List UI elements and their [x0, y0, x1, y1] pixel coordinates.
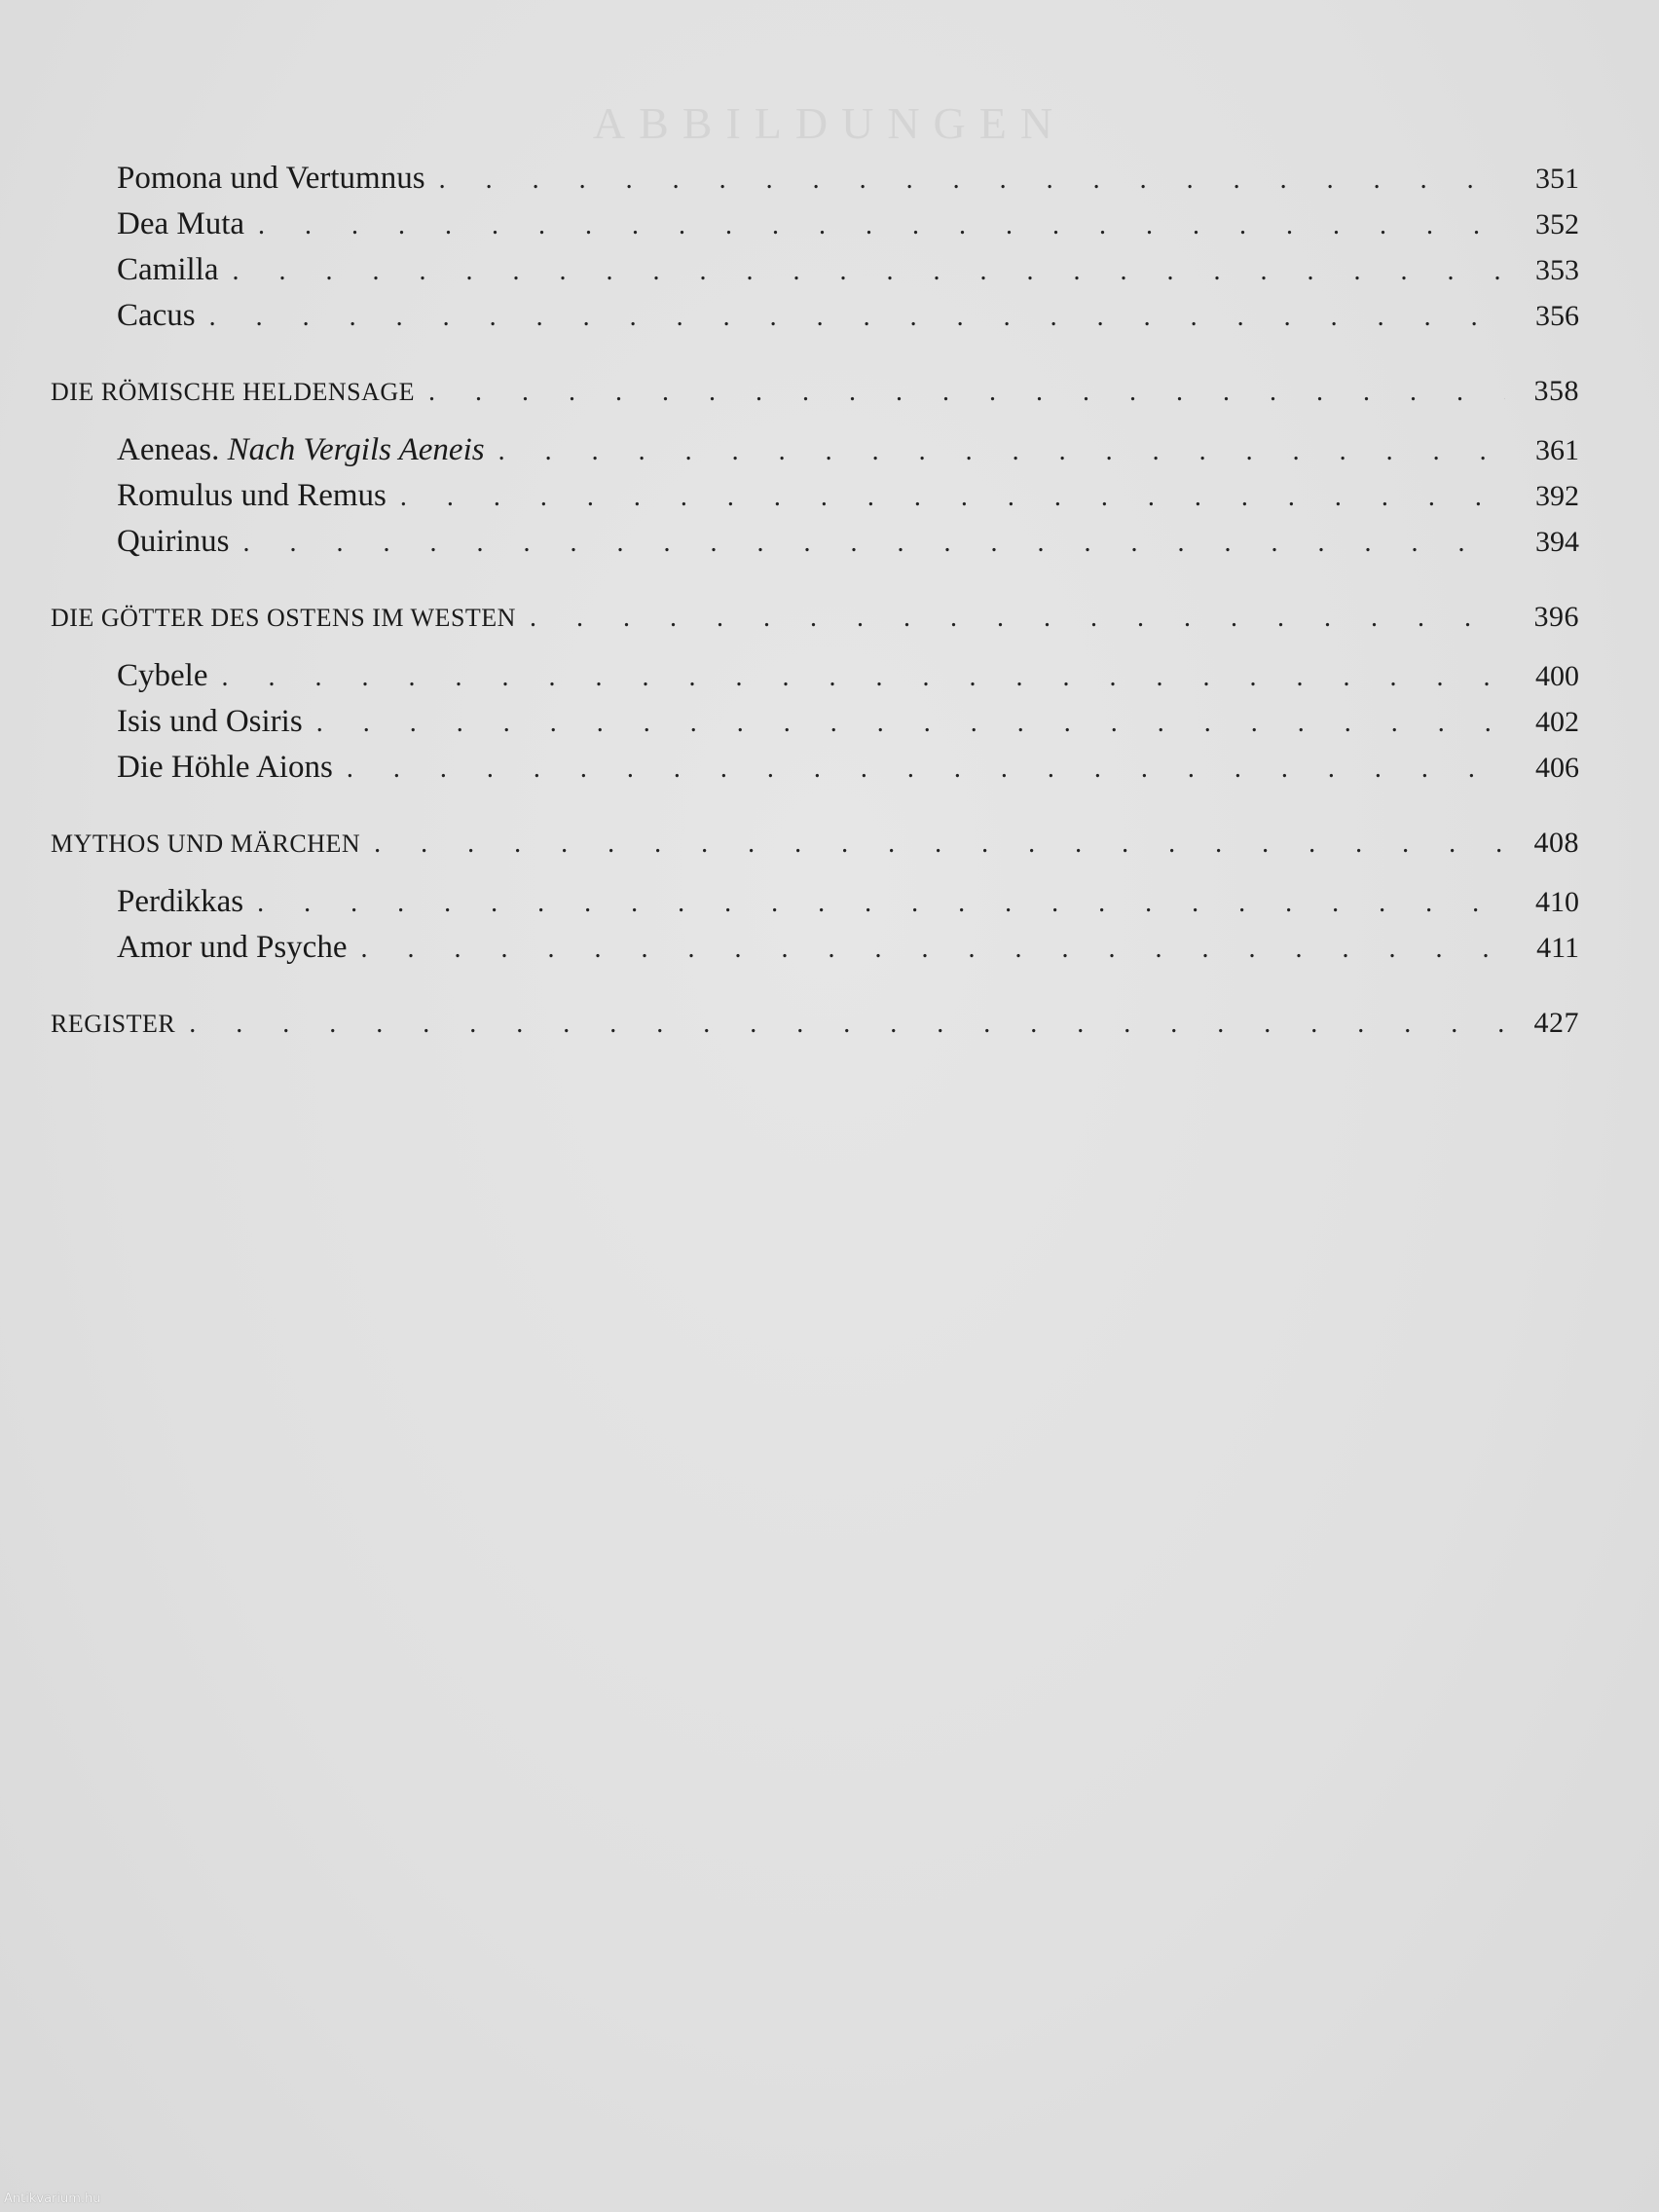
dot-leader — [257, 880, 1505, 926]
entry-page: 400 — [1535, 660, 1579, 692]
entry-title: Perdikkas — [117, 884, 244, 919]
entry-page: 356 — [1535, 300, 1579, 332]
entry-title: Romulus und Remus — [117, 478, 387, 513]
dot-leader — [258, 203, 1505, 248]
entry-page: 402 — [1535, 706, 1579, 738]
entry-page: 411 — [1536, 932, 1579, 964]
section-title: DIE GÖTTER DES OSTENS IM WESTEN — [51, 604, 516, 632]
toc-section-heading — [51, 368, 1579, 414]
entry-title: Quirinus — [117, 524, 230, 559]
dot-leader — [400, 474, 1505, 520]
dot-leader — [232, 248, 1505, 294]
section-page: 408 — [1533, 827, 1579, 859]
toc-entry — [51, 202, 1579, 247]
dot-leader — [347, 746, 1505, 792]
toc-section-heading — [51, 594, 1579, 640]
entry-page: 353 — [1535, 254, 1579, 286]
toc-entry — [51, 745, 1579, 791]
toc-entry — [51, 473, 1579, 519]
dot-leader — [189, 1001, 1505, 1047]
table-of-contents — [51, 156, 1579, 1046]
dot-leader — [209, 294, 1505, 340]
show-through-header: ABBILDUNGEN — [592, 98, 1067, 148]
toc-entry — [51, 699, 1579, 745]
section-title: MYTHOS UND MÄRCHEN — [51, 830, 361, 858]
dot-leader — [243, 520, 1506, 566]
section-title: DIE RÖMISCHE HELDENSAGE — [51, 378, 416, 406]
toc-section-heading — [51, 820, 1579, 866]
dot-leader — [374, 821, 1505, 866]
section-title: REGISTER — [51, 1010, 176, 1038]
entry-page: 410 — [1535, 886, 1579, 918]
toc-entry — [51, 247, 1579, 293]
entry-page: 352 — [1535, 208, 1579, 240]
entry-page: 351 — [1535, 163, 1579, 195]
entry-title-italic: Nach Vergils Aeneis — [227, 432, 485, 467]
section-page: 396 — [1533, 601, 1579, 633]
entry-page: 406 — [1535, 752, 1579, 784]
toc-entry — [51, 293, 1579, 339]
dot-leader — [439, 157, 1505, 203]
dot-leader — [498, 428, 1505, 474]
dot-leader — [530, 595, 1505, 641]
entry-title: Dea Muta — [117, 206, 245, 241]
entry-title: Amor und Psyche — [117, 930, 348, 965]
toc-entry — [51, 519, 1579, 565]
toc-entry — [51, 427, 1579, 473]
dot-leader — [316, 700, 1505, 746]
entry-title: Cacus — [117, 298, 196, 333]
entry-title: Camilla — [117, 252, 219, 287]
entry-title: Die Höhle Aions — [117, 750, 333, 785]
toc-entry — [51, 925, 1579, 971]
section-page: 427 — [1533, 1007, 1579, 1039]
dot-leader — [221, 654, 1505, 700]
entry-title: Isis und Osiris — [117, 704, 303, 739]
toc-section-heading — [51, 1000, 1579, 1046]
toc-entry — [51, 156, 1579, 202]
section-page: 358 — [1533, 375, 1579, 407]
dot-leader — [360, 926, 1505, 972]
entry-title: Pomona und Vertumnus — [117, 161, 425, 196]
entry-page: 392 — [1535, 480, 1579, 512]
dot-leader — [428, 369, 1505, 415]
toc-entry — [51, 653, 1579, 699]
entry-title: Cybele — [117, 658, 208, 693]
toc-entry — [51, 879, 1579, 925]
entry-title: Aeneas. Nach Vergils Aeneis — [117, 432, 485, 467]
entry-page: 361 — [1535, 434, 1579, 466]
site-watermark: Antikvarium.hu — [4, 2192, 101, 2206]
entry-page: 394 — [1535, 526, 1579, 558]
